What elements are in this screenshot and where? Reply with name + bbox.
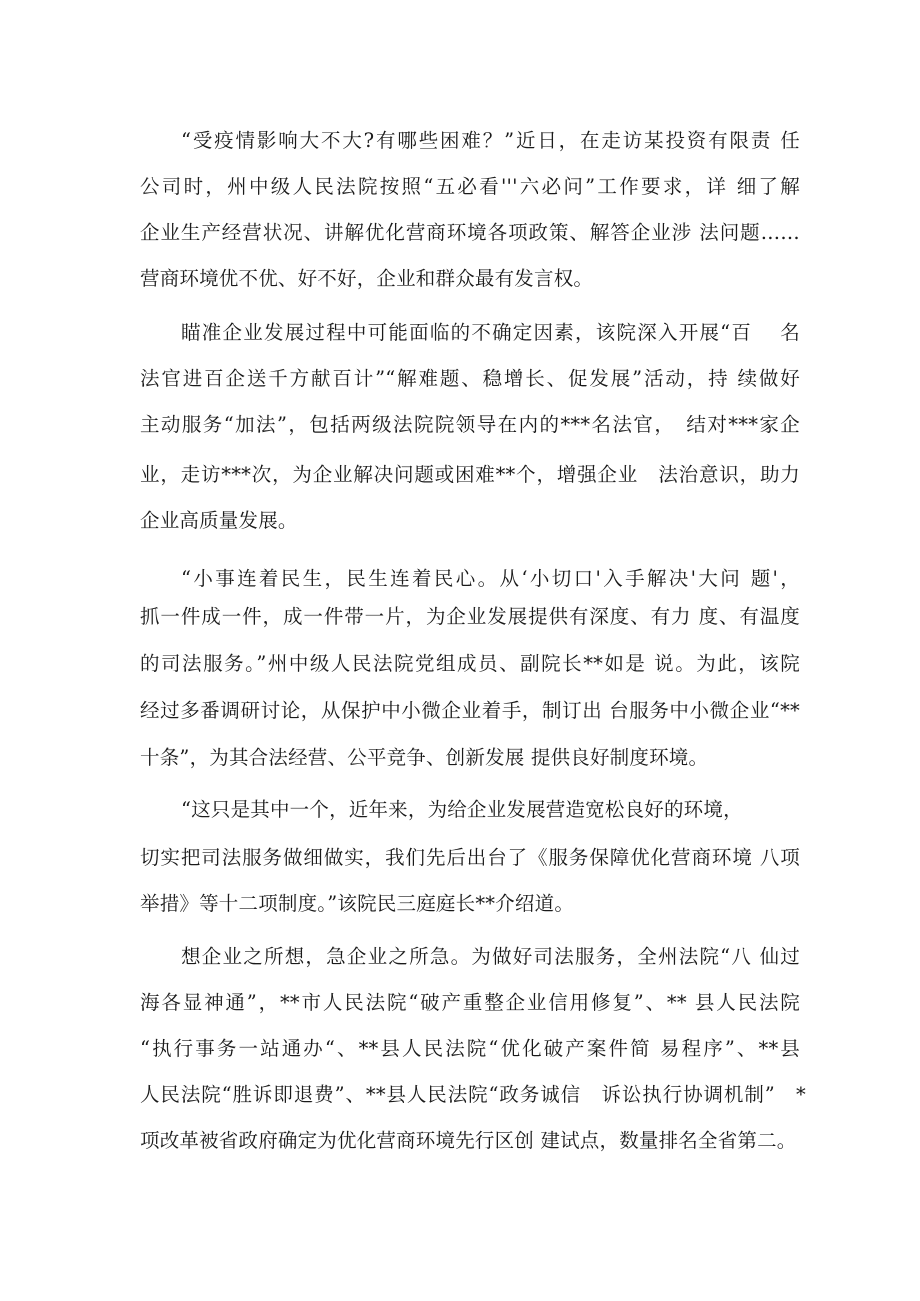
- paragraph-3-line-3: 的司法服务。”州中级人民法院党组成员、副院长**如是 说。为此，该院: [140, 652, 800, 675]
- paragraph-5-line-4: 人民法院“胜诉即退费”、**县人民法院“政务诚信 诉讼执行协调机制” *: [140, 1083, 806, 1106]
- paragraph-2-line-1: 瞄准企业发展过程中可能面临的不确定因素，该院深入开展“百 名: [181, 321, 800, 344]
- paragraph-1-line-4: 营商环境优不优、好不好，企业和群众最有发言权。: [140, 267, 594, 290]
- paragraph-1-line-2: 公司时，州中级人民法院按照“五必看'''六必问”工作要求，详 细了解: [140, 175, 800, 198]
- paragraph-5-line-2: 海各显神通”，**市人民法院“破产重整企业信用修复”、** 县人民法院: [140, 991, 800, 1014]
- paragraph-2-line-3: 主动服务“加法”，包括两级法院院领导在内的***名法官， 结对***家企: [140, 413, 800, 436]
- paragraph-2-line-4: 业，走访***次，为企业解决问题或困难**个，增强企业 法治意识，助力: [140, 463, 800, 486]
- paragraph-3-line-4: 经过多番调研讨论，从保护中小微企业着手，制订出 台服务中小微企业“**: [140, 699, 800, 722]
- paragraph-4-line-2: 切实把司法服务做细做实，我们先后出台了《服务保障优化营商环境 八项: [140, 846, 800, 869]
- paragraph-5-line-3: “执行事务一站通办“、**县人民法院“优化破产案件简 易程序”、**县: [140, 1037, 800, 1060]
- paragraph-4-line-3: 举措》等十二项制度。”该院民三庭庭长**介绍道。: [140, 892, 575, 915]
- paragraph-4-line-1: “这只是其中一个，近年来，为给企业发展营造宽松良好的环境，: [181, 798, 743, 821]
- paragraph-3-line-1: “小事连着民生，民生连着民心。从‘小切口'入手解决'大问 题'，: [181, 567, 800, 590]
- paragraph-1-line-1: “受疫情影响大不大?有哪些困难？”近日，在走访某投资有限责 任: [181, 129, 800, 152]
- paragraph-2-line-5: 企业高质量发展。: [140, 509, 298, 532]
- paragraph-2-line-2: 法官进百企送千方献百计”“解难题、稳增长、促发展”活动，持 续做好: [140, 367, 800, 390]
- paragraph-5-line-5: 项改革被省政府确定为优化营商环境先行区创 建试点，数量排名全省第二。: [140, 1129, 797, 1152]
- paragraph-3-line-5: 十条”，为其合法经营、公平竞争、创新发展 提供良好制度环境。: [140, 746, 709, 769]
- paragraph-3-line-2: 抓一件成一件，成一件带一片，为企业发展提供有深度、有力 度、有温度: [140, 605, 800, 628]
- paragraph-1-line-3: 企业生产经营状况、讲解优化营商环境各项政策、解答企业涉 法问题……: [140, 221, 800, 244]
- paragraph-5-line-1: 想企业之所想，急企业之所急。为做好司法服务，全州法院“八 仙过: [181, 945, 800, 968]
